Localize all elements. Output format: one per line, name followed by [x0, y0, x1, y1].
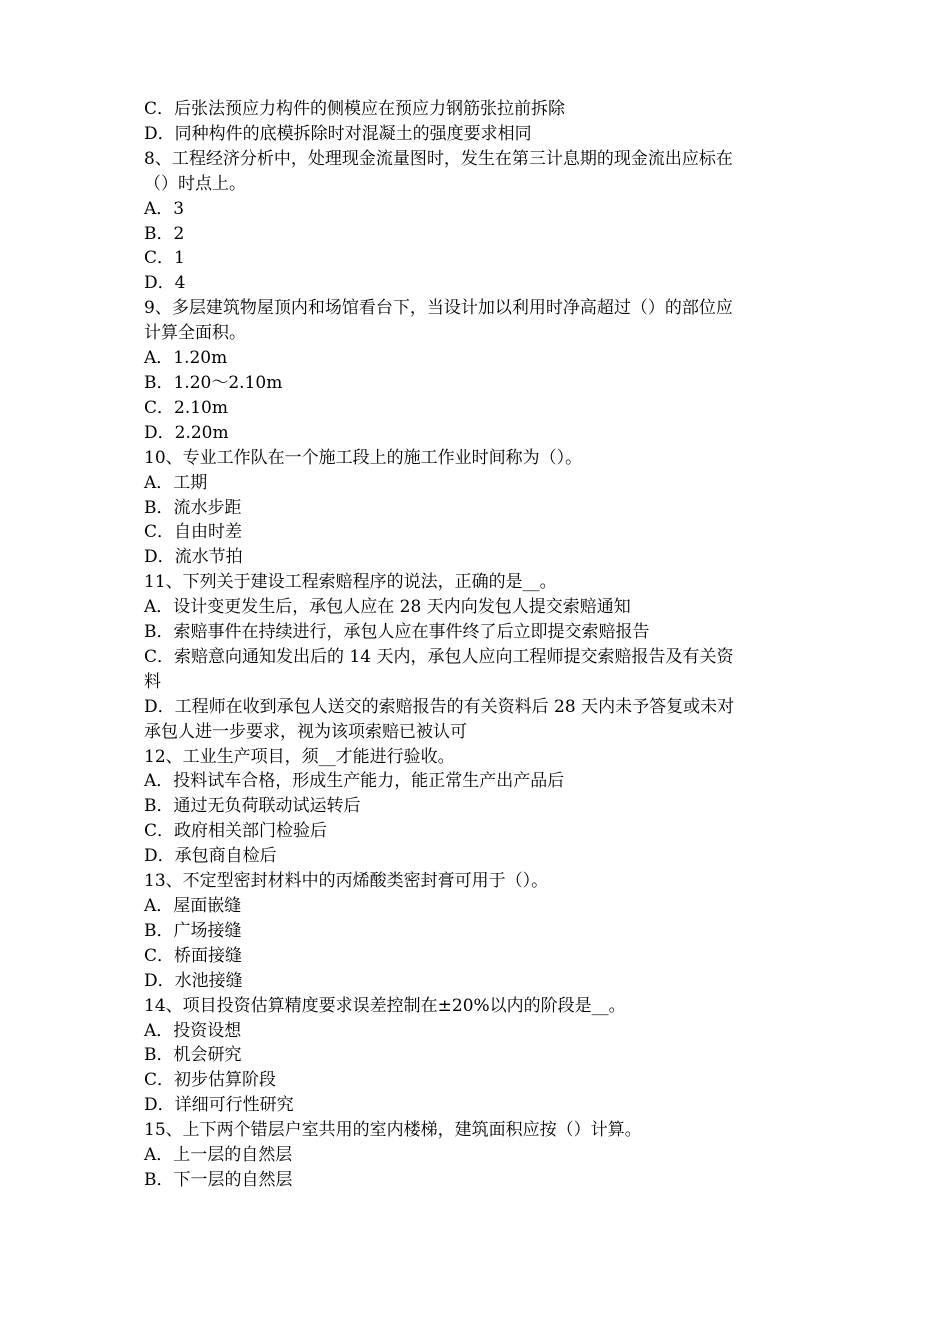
option-11a: A．设计变更发生后，承包人应在 28 天内向发包人提交索赔通知: [144, 597, 631, 618]
option-14b: B．机会研究: [144, 1045, 242, 1066]
option-7d: D．同种构件的底模拆除时对混凝土的强度要求相同: [144, 123, 532, 144]
option-11c: C．索赔意向通知发出后的 14 天内，承包人应向工程师提交索赔报告及有关资: [144, 646, 734, 667]
option-11c-cont: 料: [144, 671, 161, 692]
option-7c: C．后张法预应力构件的侧模应在预应力钢筋张拉前拆除: [144, 99, 566, 119]
option-15a: A．上一层的自然层: [144, 1145, 293, 1166]
option-12a: A．投料试车合格，形成生产能力，能正常生产出产品后: [144, 771, 565, 792]
question-13: 13、不定型密封材料中的丙烯酸类密封膏可用于（）。: [144, 871, 549, 892]
question-8-cont: （）时点上。: [144, 173, 246, 194]
question-12: 12、工业生产项目，须__才能进行验收。: [144, 746, 455, 767]
option-10a: A．工期: [144, 472, 208, 493]
option-13b: B．广场接缝: [144, 920, 242, 941]
option-15b: B．下一层的自然层: [144, 1169, 293, 1190]
option-14a: A．投资设想: [144, 1020, 242, 1041]
option-11b: B．索赔事件在持续进行，承包人应在事件终了后立即提交索赔报告: [144, 622, 650, 643]
option-9b: B．1.20～2.10m: [144, 372, 283, 393]
question-11: 11、下列关于建设工程索赔程序的说法，正确的是__。: [144, 572, 557, 593]
option-8c: C．1: [144, 248, 185, 269]
option-14d: D．详细可行性研究: [144, 1095, 294, 1116]
option-13d: D．水池接缝: [144, 970, 243, 991]
question-9-cont: 计算全面积。: [144, 323, 246, 344]
option-8a: A．3: [144, 198, 185, 219]
question-8: 8、工程经济分析中，处理现金流量图时，发生在第三计息期的现金流出应标在: [144, 148, 733, 169]
document-body: [144, 97, 808, 1193]
option-9d: D．2.20m: [144, 422, 229, 443]
option-10d: D．流水节拍: [144, 547, 243, 568]
option-11d: D．工程师在收到承包人送交的索赔报告的有关资料后 28 天内未予答复或未对: [144, 696, 735, 717]
option-12d: D．承包商自检后: [144, 846, 277, 867]
option-14c: C．初步估算阶段: [144, 1070, 277, 1091]
option-10c: C．自由时差: [144, 522, 243, 543]
option-8b: B．2: [144, 223, 185, 244]
question-9: 9、多层建筑物屋顶内和场馆看台下，当设计加以利用时净高超过（）的部位应: [144, 298, 733, 319]
option-13a: A．屋面嵌缝: [144, 896, 242, 916]
question-14: 14、项目投资估算精度要求误差控制在±20%以内的阶段是__。: [144, 995, 626, 1016]
option-13c: C．桥面接缝: [144, 945, 243, 966]
option-12c: C．政府相关部门检验后: [144, 821, 328, 842]
option-9a: A．1.20m: [144, 348, 228, 369]
option-9c: C．2.10m: [144, 397, 228, 418]
option-12b: B．通过无负荷联动试运转后: [144, 796, 361, 817]
option-8d: D．4: [144, 273, 186, 294]
option-10b: B．流水步距: [144, 497, 242, 518]
option-11d-cont: 承包人进一步要求，视为该项索赔已被认可: [144, 721, 467, 742]
question-10: 10、专业工作队在一个施工段上的施工作业时间称为（）。: [144, 447, 583, 468]
question-15: 15、上下两个错层户室共用的室内楼梯，建筑面积应按（）计算。: [144, 1120, 642, 1141]
